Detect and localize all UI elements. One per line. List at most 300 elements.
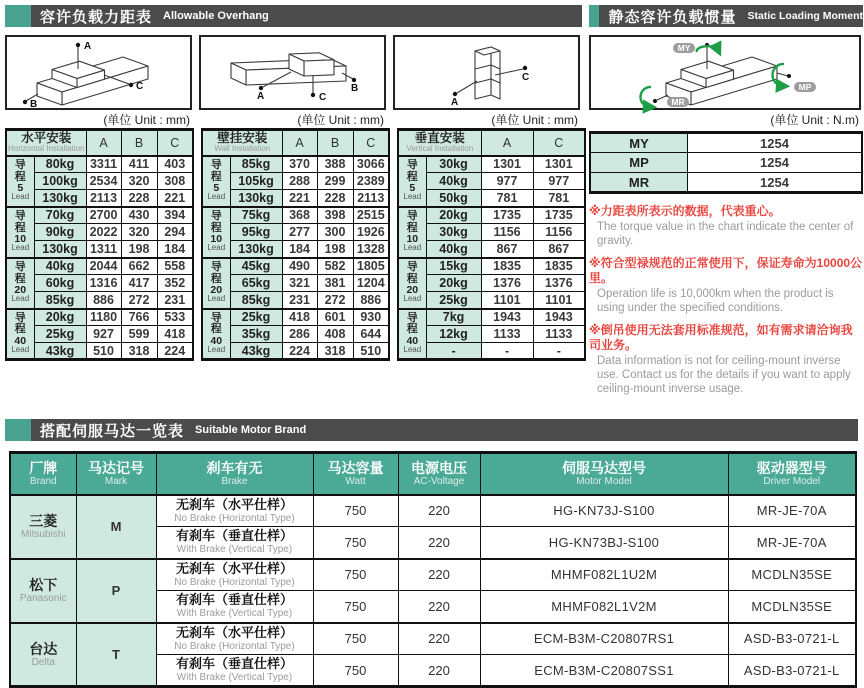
motor-model-cell: MHMF082L1V2M	[480, 591, 728, 623]
table-row	[6, 309, 193, 326]
value-cell: 1943	[481, 309, 533, 326]
value-cell: 1735	[481, 207, 533, 224]
table-row	[398, 224, 585, 241]
lead-num: 20	[406, 283, 419, 296]
lead-num: 10	[406, 232, 419, 245]
overhang-title-zh: 容许负载力距表	[40, 8, 153, 26]
brake-en: With Brake (Vertical Type)	[176, 544, 293, 556]
brake-zh: 无刹车（水平仕样）	[175, 496, 293, 512]
title-accent-square	[589, 5, 599, 27]
lead-num: 40	[14, 334, 27, 347]
weight-cell: 20kg	[34, 309, 86, 326]
lead-en: Lead	[403, 192, 422, 202]
note-item	[589, 256, 863, 315]
value-cell: 781	[533, 190, 585, 207]
header-zh: 刹车有无	[206, 459, 263, 476]
lead-cell	[202, 156, 230, 207]
overhang-diagram-row	[5, 35, 582, 128]
header-en: AC-Voltage	[413, 476, 465, 488]
weight-cell: 90kg	[34, 224, 86, 241]
col-header-a: A	[481, 130, 533, 156]
unit-label-horizontal: (单位 Unit : mm)	[103, 113, 190, 127]
motor-titlebar-bar	[31, 419, 858, 441]
table-row	[398, 309, 585, 326]
value-cell: 272	[317, 292, 353, 309]
weight-cell: 95kg	[230, 224, 282, 241]
weight-cell: 20kg	[426, 275, 481, 292]
col-header-c: C	[157, 130, 193, 156]
lead-zh: 导程	[406, 261, 418, 285]
mr-label: MR	[671, 97, 685, 107]
value-cell: 886	[353, 292, 389, 309]
point-c-dot	[523, 66, 527, 70]
value-cell: -	[533, 343, 585, 360]
moment-key: MY	[590, 133, 688, 153]
horizontal-diagram-block	[5, 35, 192, 128]
motor-row	[10, 623, 856, 655]
driver-model-cell: ASD-B3-0721-L	[728, 655, 856, 687]
table-row	[6, 241, 193, 258]
header-en: Motor Model	[576, 476, 632, 488]
moment-title-en: Static Loading Moment	[747, 10, 863, 22]
point-c-dot	[129, 83, 133, 87]
weight-cell: 105kg	[230, 173, 282, 190]
brake-cell	[156, 591, 313, 623]
value-cell: 601	[317, 309, 353, 326]
brake-cell	[156, 559, 313, 591]
mp-axis-dot	[787, 74, 791, 78]
table-row	[398, 343, 585, 360]
value-cell: 308	[157, 173, 193, 190]
point-c-label: C	[319, 92, 327, 103]
value-cell: 288	[282, 173, 317, 190]
weight-cell: 43kg	[230, 343, 282, 360]
table-header-row	[6, 130, 193, 156]
vertical-diagram-panel	[393, 35, 580, 110]
value-cell: 300	[317, 224, 353, 241]
value-cell: 294	[157, 224, 193, 241]
weight-cell: 12kg	[426, 326, 481, 343]
vertical-installation-diagram	[395, 37, 578, 108]
weight-cell: 85kg	[34, 292, 86, 309]
value-cell: 582	[317, 258, 353, 275]
header-mark	[76, 453, 156, 495]
value-cell: 418	[157, 326, 193, 343]
lead-en: Lead	[11, 294, 30, 304]
value-cell: 224	[157, 343, 193, 360]
point-b-label: B	[30, 99, 38, 110]
table-row	[202, 156, 389, 173]
value-cell: 867	[533, 241, 585, 258]
value-cell: 644	[353, 326, 389, 343]
brake-en: No Brake (Horizontal Type)	[174, 512, 295, 524]
weight-cell: -	[426, 343, 481, 360]
value-cell: 184	[157, 241, 193, 258]
value-cell: 1835	[533, 258, 585, 275]
note-zh: ※力距表所表示的数据，代表重心。	[589, 204, 781, 218]
value-cell: 490	[282, 258, 317, 275]
horizontal-diagram-panel	[5, 35, 192, 110]
my-label: MY	[677, 43, 691, 53]
overhang-titlebar-bar	[31, 5, 582, 27]
moment-value: 1254	[688, 153, 863, 173]
lead-zh: 导程	[406, 159, 418, 183]
note-en: The torque value in the chart indicate the center of gravity.	[597, 220, 854, 247]
header-zh: 厂牌	[29, 459, 58, 476]
mr-axis-dot	[653, 99, 657, 103]
value-cell: 184	[282, 241, 317, 258]
top-section	[5, 5, 863, 396]
value-cell: 408	[317, 326, 353, 343]
value-cell: 198	[317, 241, 353, 258]
value-cell: 1133	[481, 326, 533, 343]
col-header-a: A	[86, 130, 121, 156]
lead-num: 20	[210, 283, 223, 296]
moment-value: 1254	[688, 133, 863, 153]
moment-key: MR	[590, 173, 688, 193]
value-cell: 1376	[481, 275, 533, 292]
motor-row	[10, 559, 856, 591]
brake-en: No Brake (Horizontal Type)	[174, 640, 295, 652]
weight-cell: 25kg	[426, 292, 481, 309]
lead-en: Lead	[11, 345, 30, 355]
weight-cell: 130kg	[230, 190, 282, 207]
voltage-cell: 220	[398, 655, 480, 687]
lead-cell	[6, 156, 34, 207]
point-a-label: A	[257, 91, 265, 102]
value-cell: 318	[317, 343, 353, 360]
weight-cell: 20kg	[426, 207, 481, 224]
value-cell: 231	[282, 292, 317, 309]
value-cell: 388	[317, 156, 353, 173]
value-cell: 1805	[353, 258, 389, 275]
value-cell: -	[481, 343, 533, 360]
motor-title-zh: 搭配伺服马达一览表	[40, 422, 185, 440]
weight-cell: 70kg	[34, 207, 86, 224]
header-zh: 电源电压	[411, 459, 467, 476]
vertical-diagram-block	[393, 35, 580, 128]
lead-en: Lead	[207, 243, 226, 253]
value-cell: 320	[121, 173, 157, 190]
header-brand	[10, 453, 76, 495]
lead-cell	[398, 207, 426, 258]
weight-cell: 75kg	[230, 207, 282, 224]
mark-cell: P	[76, 559, 156, 623]
watt-cell: 750	[313, 591, 398, 623]
table-row	[202, 224, 389, 241]
value-cell: 558	[157, 258, 193, 275]
weight-cell: 7kg	[426, 309, 481, 326]
horizontal-installation-diagram	[7, 37, 190, 108]
value-cell: 403	[157, 156, 193, 173]
brake-en: No Brake (Horizontal Type)	[174, 576, 295, 588]
header-motor-model	[480, 453, 728, 495]
value-cell: 321	[282, 275, 317, 292]
moment-diagram	[591, 37, 859, 108]
table-row	[398, 207, 585, 224]
unit-label-moment: (单位 Unit : N.m)	[770, 113, 859, 127]
header-driver-model	[728, 453, 856, 495]
lead-en: Lead	[207, 192, 226, 202]
lead-num: 10	[210, 232, 223, 245]
value-cell: 766	[121, 309, 157, 326]
brake-cell	[156, 527, 313, 559]
lead-zh: 导程	[210, 312, 222, 336]
header-zh: 驱动器型号	[756, 459, 827, 476]
moment-key: MP	[590, 153, 688, 173]
value-cell: 1101	[481, 292, 533, 309]
value-cell: 3311	[86, 156, 121, 173]
weight-cell: 43kg	[34, 343, 86, 360]
lead-zh: 导程	[406, 312, 418, 336]
table-header-row	[202, 130, 389, 156]
value-cell: 927	[86, 326, 121, 343]
value-cell: 886	[86, 292, 121, 309]
value-cell: 2113	[86, 190, 121, 207]
note-en: Data information is not for ceiling-mount inverse use. Contact us for the details if you want to apply ceiling-mount inverse usage.	[597, 355, 851, 396]
brake-zh: 有刹车（垂直仕样）	[175, 592, 293, 608]
lead-zh: 导程	[210, 159, 222, 183]
value-cell: 352	[157, 275, 193, 292]
motor-titlebar	[5, 419, 858, 441]
installation-header	[398, 130, 481, 156]
driver-model-cell: MR-JE-70A	[728, 527, 856, 559]
moment-diagram-panel	[589, 35, 861, 110]
table-row	[202, 207, 389, 224]
header-zh: 马达容量	[327, 459, 384, 476]
value-cell: 381	[317, 275, 353, 292]
weight-cell: 85kg	[230, 156, 282, 173]
value-cell: 430	[121, 207, 157, 224]
header-zh: 伺服马达型号	[562, 459, 646, 476]
motor-model-cell: ECM-B3M-C20807RS1	[480, 623, 728, 655]
value-cell: 1180	[86, 309, 121, 326]
brand-cell	[10, 623, 76, 687]
value-cell: 781	[481, 190, 533, 207]
col-header-c: C	[533, 130, 585, 156]
brake-zh: 有刹车（垂直仕样）	[175, 656, 293, 672]
brand-en: Mitsubishi	[21, 529, 66, 541]
motor-model-cell: HG-KN73BJ-S100	[480, 527, 728, 559]
lead-num: 20	[14, 283, 27, 296]
lead-cell	[398, 258, 426, 309]
lead-cell	[6, 258, 34, 309]
table-row	[398, 292, 585, 309]
value-cell: 1156	[533, 224, 585, 241]
installation-name-zh: 垂直安装	[414, 131, 465, 146]
lead-cell	[202, 207, 230, 258]
moment-diagram-block	[589, 35, 861, 128]
voltage-cell: 220	[398, 591, 480, 623]
col-header-c: C	[353, 130, 389, 156]
value-cell: 320	[121, 224, 157, 241]
weight-cell: 45kg	[230, 258, 282, 275]
brand-en: Panasonic	[19, 593, 67, 605]
value-cell: 228	[317, 190, 353, 207]
table-row	[6, 326, 193, 343]
lead-num: 5	[213, 181, 220, 194]
lead-cell	[398, 309, 426, 360]
header-en: Brake	[221, 476, 248, 488]
value-cell: 318	[121, 343, 157, 360]
value-cell: 1301	[481, 156, 533, 173]
value-cell: 977	[533, 173, 585, 190]
weight-cell: 130kg	[34, 241, 86, 258]
driver-model-cell: MR-JE-70A	[728, 495, 856, 527]
point-a-dot	[453, 92, 457, 96]
weight-cell: 85kg	[230, 292, 282, 309]
point-a-label: A	[451, 97, 459, 108]
table-row	[202, 275, 389, 292]
value-cell: 1156	[481, 224, 533, 241]
table-row	[202, 258, 389, 275]
driver-model-cell: MCDLN35SE	[728, 559, 856, 591]
brake-cell	[156, 655, 313, 687]
brake-cell	[156, 495, 313, 527]
brand-cell	[10, 559, 76, 623]
value-cell: 2113	[353, 190, 389, 207]
point-b-dot	[352, 78, 356, 82]
table-row	[398, 275, 585, 292]
table-row	[202, 190, 389, 207]
lead-num: 10	[14, 232, 27, 245]
motor-row	[10, 495, 856, 527]
overhang-title-en: Allowable Overhang	[163, 10, 269, 22]
value-cell: 224	[282, 343, 317, 360]
brand-zh: 台达	[29, 640, 58, 657]
point-b-dot	[23, 100, 27, 104]
brake-zh: 无刹车（水平仕样）	[175, 624, 293, 640]
table-row	[202, 173, 389, 190]
header-brake	[156, 453, 313, 495]
value-cell: 1835	[481, 258, 533, 275]
vertical-installation-table	[397, 128, 586, 361]
installation-name-en: Wall Installation	[214, 144, 271, 154]
header-voltage	[398, 453, 480, 495]
overhang-tables-row	[5, 128, 582, 361]
lead-num: 5	[17, 181, 24, 194]
value-cell: 2044	[86, 258, 121, 275]
value-cell: 977	[481, 173, 533, 190]
value-cell: 370	[282, 156, 317, 173]
lead-en: Lead	[403, 345, 422, 355]
weight-cell: 40kg	[426, 241, 481, 258]
installation-header	[202, 130, 282, 156]
value-cell: 510	[86, 343, 121, 360]
col-header-a: A	[282, 130, 317, 156]
table-row	[398, 156, 585, 173]
value-cell: 867	[481, 241, 533, 258]
driver-model-cell: MCDLN35SE	[728, 591, 856, 623]
note-zh: ※倒吊使用无法套用标准规范，如有需求请洽询我司业务。	[589, 322, 853, 353]
value-cell: 286	[282, 326, 317, 343]
value-cell: 1328	[353, 241, 389, 258]
table-row	[6, 275, 193, 292]
table-header-row	[398, 130, 585, 156]
lead-en: Lead	[403, 294, 422, 304]
value-cell: 221	[157, 190, 193, 207]
point-c-label: C	[136, 81, 144, 92]
lead-zh: 导程	[14, 159, 26, 183]
value-cell: 277	[282, 224, 317, 241]
unit-label-wall: (单位 Unit : mm)	[297, 113, 384, 127]
value-cell: 533	[157, 309, 193, 326]
table-row	[6, 190, 193, 207]
weight-cell: 130kg	[34, 190, 86, 207]
weight-cell: 65kg	[230, 275, 282, 292]
point-b-label: B	[351, 83, 359, 94]
table-row	[590, 153, 862, 173]
voltage-cell: 220	[398, 527, 480, 559]
table-row	[202, 343, 389, 360]
watt-cell: 750	[313, 527, 398, 559]
table-row	[6, 292, 193, 309]
motor-model-cell: ECM-B3M-C20807SS1	[480, 655, 728, 687]
table-row	[6, 173, 193, 190]
lead-en: Lead	[11, 243, 30, 253]
table-row	[6, 224, 193, 241]
lead-cell	[6, 207, 34, 258]
lead-num: 40	[210, 334, 223, 347]
table-row	[398, 326, 585, 343]
col-header-b: B	[317, 130, 353, 156]
horizontal-installation-table	[5, 128, 194, 361]
brand-en: Delta	[31, 656, 55, 668]
weight-cell: 40kg	[426, 173, 481, 190]
value-cell: 411	[121, 156, 157, 173]
value-cell: 1301	[533, 156, 585, 173]
note-en: Operation life is 10,000km when the product is using under the specified conditions.	[597, 287, 834, 314]
value-cell: 2389	[353, 173, 389, 190]
table-row	[398, 241, 585, 258]
watt-cell: 750	[313, 495, 398, 527]
notes-block	[589, 204, 863, 396]
lead-cell	[6, 309, 34, 360]
motor-section	[5, 419, 858, 688]
brake-zh: 无刹车（水平仕样）	[175, 560, 293, 576]
weight-cell: 60kg	[34, 275, 86, 292]
value-cell: 1204	[353, 275, 389, 292]
weight-cell: 15kg	[426, 258, 481, 275]
mark-cell: T	[76, 623, 156, 687]
value-cell: 228	[121, 190, 157, 207]
weight-cell: 30kg	[426, 224, 481, 241]
value-cell: 299	[317, 173, 353, 190]
table-row	[6, 156, 193, 173]
value-cell: 2515	[353, 207, 389, 224]
lead-zh: 导程	[210, 210, 222, 234]
lead-zh: 导程	[406, 210, 418, 234]
table-row	[202, 309, 389, 326]
header-en: Driver Model	[763, 476, 821, 488]
value-cell: 368	[282, 207, 317, 224]
value-cell: 2022	[86, 224, 121, 241]
weight-cell: 50kg	[426, 190, 481, 207]
lead-num: 5	[409, 181, 416, 194]
value-cell: 510	[353, 343, 389, 360]
moment-table	[589, 131, 863, 194]
weight-cell: 30kg	[426, 156, 481, 173]
unit-label-vertical: (单位 Unit : mm)	[491, 113, 578, 127]
wall-installation-diagram	[201, 37, 384, 108]
lead-en: Lead	[403, 243, 422, 253]
installation-name-en: Horizontal Installation	[8, 144, 85, 154]
note-item	[589, 204, 863, 248]
table-row	[6, 343, 193, 360]
brake-en: With Brake (Vertical Type)	[176, 672, 293, 684]
point-c-label: C	[522, 72, 530, 83]
moment-section	[589, 5, 863, 396]
